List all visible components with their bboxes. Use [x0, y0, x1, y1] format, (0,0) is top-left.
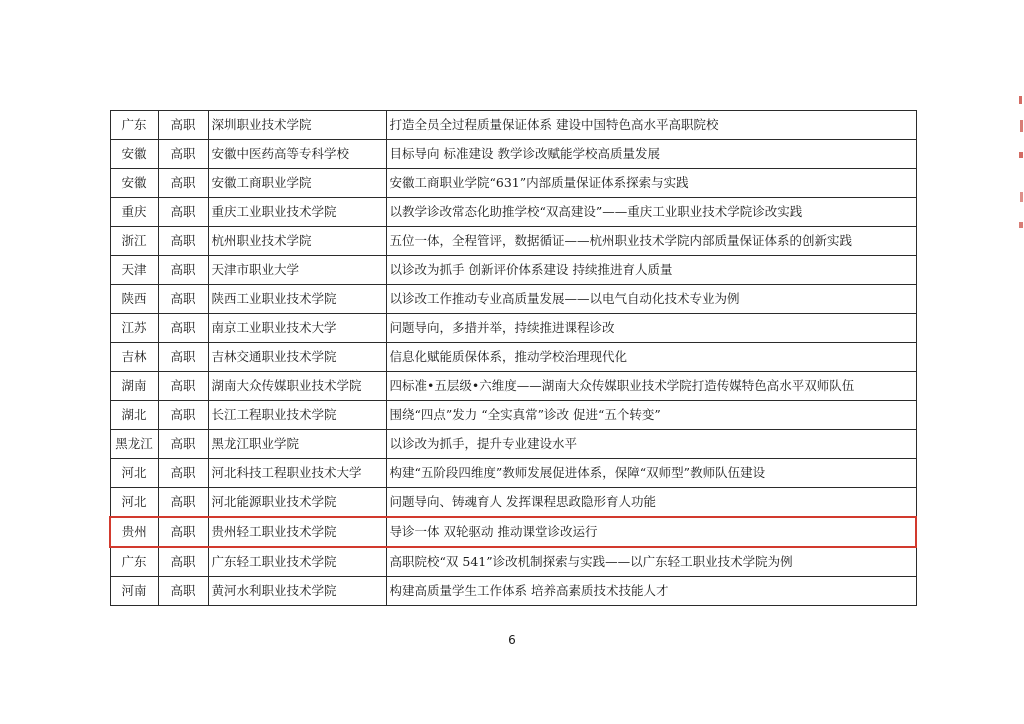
table-row [110, 488, 916, 518]
table-row [110, 227, 916, 256]
project-cell: 高职院校“双 541”诊改机制探索与实践——以广东轻工职业技术学院为例 [386, 547, 916, 577]
province-cell: 安徽 [110, 169, 158, 198]
level-cell: 高职 [158, 285, 208, 314]
school-cell: 黑龙江职业学院 [208, 430, 386, 459]
province-cell: 浙江 [110, 227, 158, 256]
project-cell: 以诊改为抓手 创新评价体系建设 持续推进育人质量 [386, 256, 916, 285]
level-cell: 高职 [158, 488, 208, 518]
project-cell: 导诊一体 双轮驱动 推动课堂诊改运行 [386, 517, 916, 547]
school-cell: 安徽中医药高等专科学校 [208, 140, 386, 169]
school-cell: 安徽工商职业学院 [208, 169, 386, 198]
province-cell: 河北 [110, 459, 158, 488]
school-cell: 贵州轻工职业技术学院 [208, 517, 386, 547]
level-cell: 高职 [158, 169, 208, 198]
school-cell: 天津市职业大学 [208, 256, 386, 285]
project-cell: 问题导向，多措并举，持续推进课程诊改 [386, 314, 916, 343]
table-row [110, 577, 916, 606]
level-cell: 高职 [158, 372, 208, 401]
project-cell: 安徽工商职业学院“631”内部质量保证体系探索与实践 [386, 169, 916, 198]
project-cell: 构建“五阶段四维度”教师发展促进体系，保障“双师型”教师队伍建设 [386, 459, 916, 488]
project-cell: 围绕“四点”发力 “全实真常”诊改 促进“五个转变” [386, 401, 916, 430]
level-cell: 高职 [158, 430, 208, 459]
project-cell: 问题导向、铸魂育人 发挥课程思政隐形育人功能 [386, 488, 916, 518]
table-row [110, 314, 916, 343]
table-row [110, 198, 916, 227]
school-cell: 吉林交通职业技术学院 [208, 343, 386, 372]
province-cell: 天津 [110, 256, 158, 285]
project-cell: 打造全员全过程质量保证体系 建设中国特色高水平高职院校 [386, 111, 916, 140]
level-cell: 高职 [158, 227, 208, 256]
level-cell: 高职 [158, 547, 208, 577]
project-cell: 以教学诊改常态化助推学校“双高建设”——重庆工业职业技术学院诊改实践 [386, 198, 916, 227]
school-cell: 南京工业职业技术大学 [208, 314, 386, 343]
school-cell: 杭州职业技术学院 [208, 227, 386, 256]
school-cell: 陕西工业职业技术学院 [208, 285, 386, 314]
table-row [110, 547, 916, 577]
province-cell: 安徽 [110, 140, 158, 169]
province-cell: 重庆 [110, 198, 158, 227]
province-cell: 河南 [110, 577, 158, 606]
province-cell: 湖北 [110, 401, 158, 430]
province-cell: 吉林 [110, 343, 158, 372]
project-cell: 以诊改工作推动专业高质量发展——以电气自动化技术专业为例 [386, 285, 916, 314]
level-cell: 高职 [158, 140, 208, 169]
level-cell: 高职 [158, 577, 208, 606]
province-cell: 广东 [110, 547, 158, 577]
table-row [110, 430, 916, 459]
table-row [110, 169, 916, 198]
stamp-edge-mark [1016, 92, 1024, 242]
level-cell: 高职 [158, 314, 208, 343]
project-cell: 目标导向 标准建设 教学诊改赋能学校高质量发展 [386, 140, 916, 169]
province-cell: 黑龙江 [110, 430, 158, 459]
school-cell: 河北科技工程职业技术大学 [208, 459, 386, 488]
school-cell: 重庆工业职业技术学院 [208, 198, 386, 227]
table-row [110, 372, 916, 401]
table-row [110, 285, 916, 314]
province-cell: 江苏 [110, 314, 158, 343]
school-cell: 黄河水利职业技术学院 [208, 577, 386, 606]
level-cell: 高职 [158, 459, 208, 488]
project-cell: 以诊改为抓手，提升专业建设水平 [386, 430, 916, 459]
level-cell: 高职 [158, 256, 208, 285]
level-cell: 高职 [158, 517, 208, 547]
level-cell: 高职 [158, 401, 208, 430]
province-cell: 河北 [110, 488, 158, 518]
table-row [110, 140, 916, 169]
province-cell: 陕西 [110, 285, 158, 314]
page-number: 6 [508, 633, 516, 647]
school-cell: 广东轻工职业技术学院 [208, 547, 386, 577]
school-cell: 河北能源职业技术学院 [208, 488, 386, 518]
project-cell: 信息化赋能质保体系，推动学校治理现代化 [386, 343, 916, 372]
table-body [110, 111, 916, 606]
table-row [110, 459, 916, 488]
project-cell: 四标准•五层级•六维度——湖南大众传媒职业技术学院打造传媒特色高水平双师队伍 [386, 372, 916, 401]
province-cell: 广东 [110, 111, 158, 140]
project-table [109, 110, 917, 606]
table-row-highlighted [110, 517, 916, 547]
level-cell: 高职 [158, 111, 208, 140]
school-cell: 深圳职业技术学院 [208, 111, 386, 140]
province-cell: 贵州 [110, 517, 158, 547]
school-cell: 湖南大众传媒职业技术学院 [208, 372, 386, 401]
table-row [110, 343, 916, 372]
level-cell: 高职 [158, 198, 208, 227]
project-cell: 构建高质量学生工作体系 培养高素质技术技能人才 [386, 577, 916, 606]
table-row [110, 111, 916, 140]
province-cell: 湖南 [110, 372, 158, 401]
project-cell: 五位一体，全程管评，数据循证——杭州职业技术学院内部质量保证体系的创新实践 [386, 227, 916, 256]
table-row [110, 256, 916, 285]
level-cell: 高职 [158, 343, 208, 372]
school-cell: 长江工程职业技术学院 [208, 401, 386, 430]
table-row [110, 401, 916, 430]
